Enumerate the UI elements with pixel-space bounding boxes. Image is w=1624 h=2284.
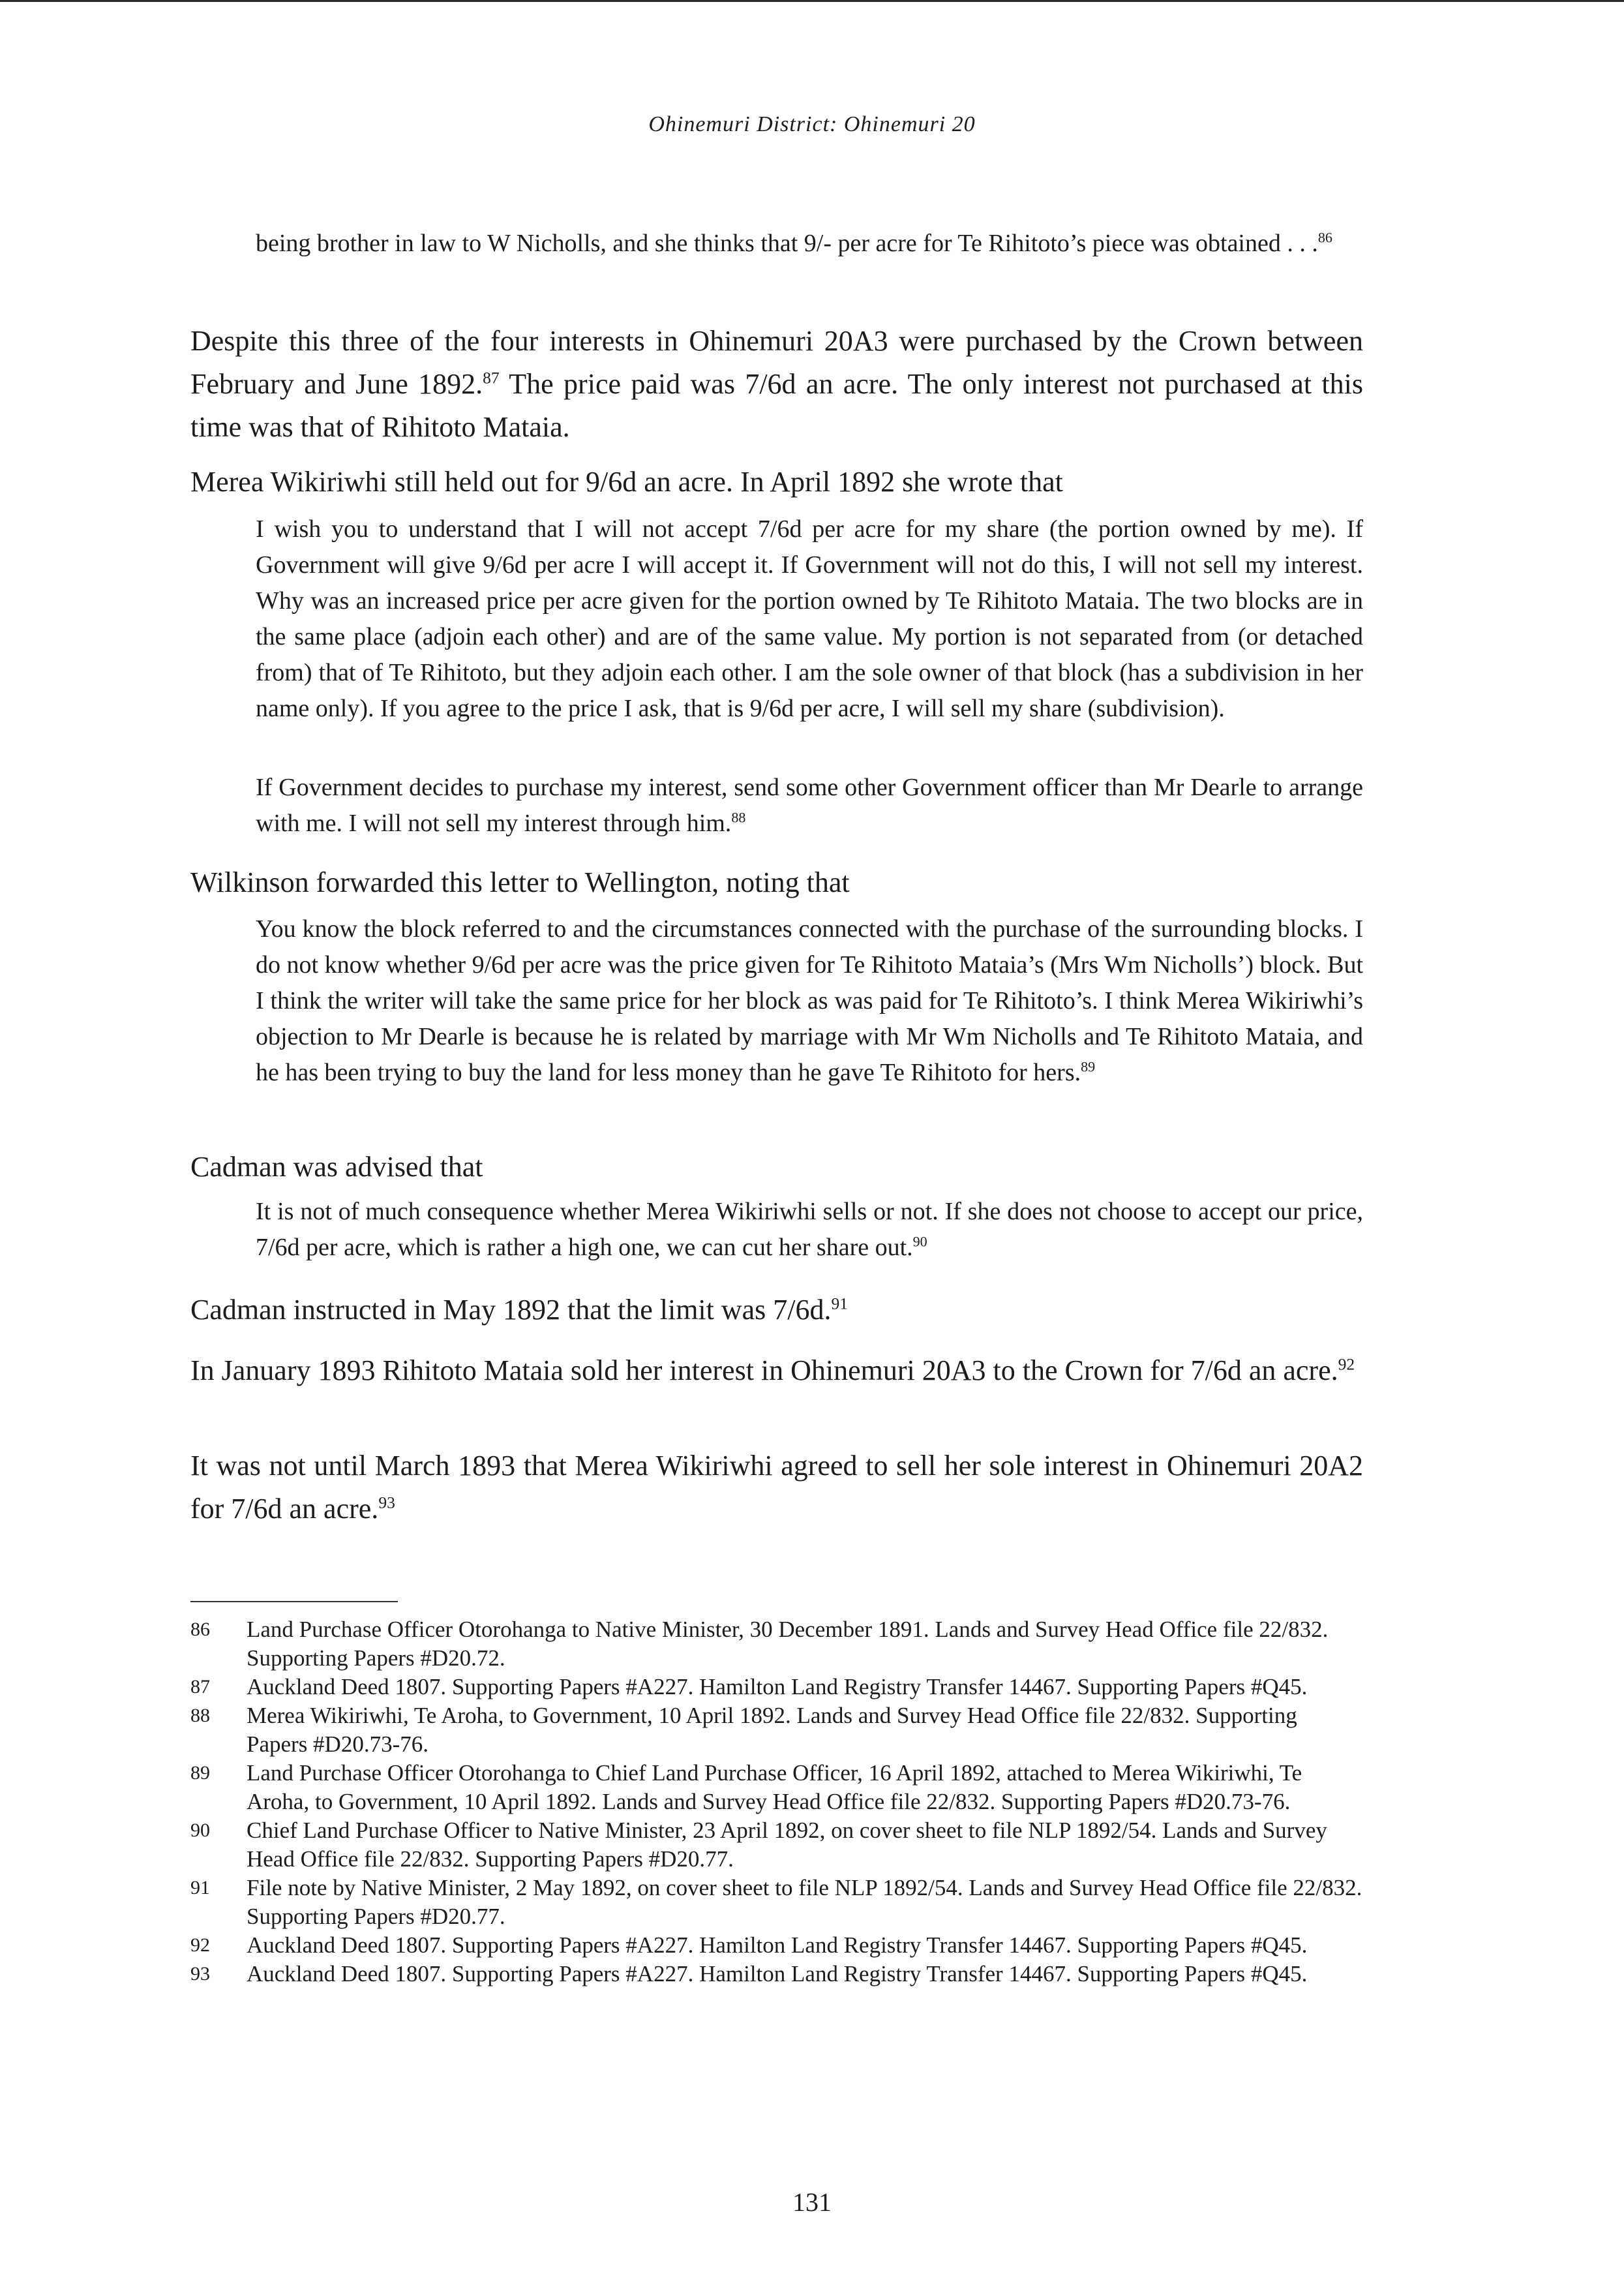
footnote-90 [190, 1816, 1363, 1874]
footnote-89 [190, 1759, 1363, 1816]
footnote-text: Auckland Deed 1807. Supporting Papers #A227. Hamilton Land Registry Transfer 14467. Supporting Papers #Q45. [247, 1674, 1308, 1699]
footnote-88 [190, 1701, 1363, 1759]
paragraph-merea-held-out: Merea Wikiriwhi still held out for 9/6d an acre. In April 1892 she wrote that [190, 466, 1063, 498]
footnote-93 [190, 1960, 1363, 1988]
footnote-number: 91 [190, 1877, 210, 1898]
footnote-text: Auckland Deed 1807. Supporting Papers #A227. Hamilton Land Registry Transfer 14467. Supporting Papers #Q45. [247, 1932, 1308, 1958]
footnote-number: 87 [190, 1676, 210, 1698]
page-number: 131 [792, 2187, 832, 2217]
paragraph-text: Despite this three of the four interests in Ohinemuri 20A3 were purchased by the Crown between February and June 1892. [190, 325, 1363, 400]
block-quote-continued [256, 226, 1363, 262]
footnote-number: 89 [190, 1762, 210, 1784]
footnote-number: 86 [190, 1619, 210, 1640]
quote-text: It is not of much consequence whether Merea Wikiriwhi sells or not. If she does not choose to accept our price, 7/6d per acre, which is rather a high one, we can cut her share out. [256, 1198, 1363, 1261]
footnote-87 [190, 1673, 1363, 1701]
block-quote-wilkinson [256, 911, 1363, 1091]
footnote-ref[interactable]: 93 [378, 1493, 395, 1512]
footnote-ref[interactable]: 90 [912, 1233, 927, 1250]
footnote-text: Auckland Deed 1807. Supporting Papers #A227. Hamilton Land Registry Transfer 14467. Supporting Papers #Q45. [247, 1961, 1308, 1987]
quote-text: You know the block referred to and the circumstances connected with the purchase of the surrounding blocks. I do not know whether 9/6d per acre was the price given for Te Rihitoto Mataia’s (Mrs Wm Nicholls’) block. But I think the writer will take the same price for her block as was paid for Te Rihitoto’s. I think Merea Wikiriwhi’s objection to Mr Dearle is because he is related by marriage with Mr Wm Nicholls and Te Rihitoto Mataia, and he has been trying to buy the land for less money than he gave Te Rihitoto for hers. [256, 915, 1363, 1086]
paragraph-cadman-instructed [190, 1288, 1363, 1332]
footnote-ref[interactable]: 91 [831, 1294, 849, 1313]
footnotes-list [190, 1615, 1363, 1988]
footnote-ref[interactable]: 86 [1317, 229, 1332, 246]
footnote-number: 92 [190, 1934, 210, 1956]
paragraph-text: In January 1893 Rihitoto Mataia sold her interest in Ohinemuri 20A3 to the Crown for 7/6d an acre. [190, 1354, 1338, 1386]
paragraph-text: It was not until March 1893 that Merea Wikiriwhi agreed to sell her sole interest in Ohinemuri 20A2 for 7/6d an acre. [190, 1450, 1363, 1525]
paragraph-wilkinson: Wilkinson forwarded this letter to Wellington, noting that [190, 866, 850, 898]
footnote-number: 90 [190, 1820, 210, 1841]
footnote-text: File note by Native Minister, 2 May 1892, on cover sheet to file NLP 1892/54. Lands and Survey Head Office file 22/832. Supporting Papers #D20.77. [247, 1875, 1362, 1929]
footnote-number: 93 [190, 1963, 210, 1985]
paragraph-merea-agreed [190, 1444, 1363, 1530]
footnote-separator [190, 1601, 398, 1602]
footnote-text: Chief Land Purchase Officer to Native Minister, 23 April 1892, on cover sheet to file NLP 1892/54. Lands and Survey Head Office file 22/832. Supporting Papers #D20.77. [247, 1818, 1327, 1872]
block-quote-cadman [256, 1194, 1363, 1266]
footnote-86 [190, 1615, 1363, 1673]
footnote-text: Land Purchase Officer Otorohanga to Chief Land Purchase Officer, 16 April 1892, attached to Merea Wikiriwhi, Te Aroha, to Government, 10 April 1892. Lands and Survey Head Office file 22/832. Supporting Papers #D20.73-76. [247, 1760, 1302, 1814]
footnote-ref[interactable]: 88 [731, 809, 746, 826]
footnote-92 [190, 1931, 1363, 1960]
footnote-ref[interactable]: 92 [1338, 1354, 1355, 1374]
footnote-ref[interactable]: 87 [483, 368, 500, 388]
footnote-number: 88 [190, 1705, 210, 1726]
paragraph-rihitoto-sold [190, 1349, 1363, 1392]
paragraph-text: The price paid was 7/6d an acre. The only interest not purchased at this time was that of Rihitoto Mataia. [190, 368, 1364, 443]
block-quote-merea-letter: I wish you to understand that I will not accept 7/6d per acre for my share (the portion owned by me). If Government will give 9/6d per acre I will accept it. If Government will not do this, I will not sell my interest. Why was an increased price per acre given for the portion owned by Te Rihitoto Mataia. The two blocks are in the same place (adjoin each other) and are of the same value. My portion is not separated from (or detached from) that of Te Rihitoto, but they adjoin each other. I am the sole owner of that block (has a subdivision in her name only). If you agree to the price I ask, that is 9/6d per acre, I will sell my share (subdivision). [256, 515, 1363, 722]
quote-text: being brother in law to W Nicholls, and she thinks that 9/- per acre for Te Rihitoto’s piece was obtained . . . [256, 230, 1318, 257]
footnote-91 [190, 1874, 1363, 1931]
quote-text: If Government decides to purchase my interest, send some other Government officer than Mr Dearle to arrange with me. I will not sell my interest through him. [256, 774, 1363, 837]
paragraph-cadman-advised: Cadman was advised that [190, 1151, 483, 1183]
footnote-text: Land Purchase Officer Otorohanga to Native Minister, 30 December 1891. Lands and Survey Head Office file 22/832. Supporting Papers #D20.72. [247, 1617, 1329, 1671]
paragraph-text: Cadman instructed in May 1892 that the limit was 7/6d. [190, 1294, 832, 1326]
running-header: Ohinemuri District: Ohinemuri 20 [648, 112, 976, 136]
block-quote-merea-letter-end [256, 770, 1363, 842]
footnote-ref[interactable]: 89 [1081, 1058, 1096, 1075]
paragraph-purchase-summary [190, 320, 1363, 449]
footnote-text: Merea Wikiriwhi, Te Aroha, to Government, 10 April 1892. Lands and Survey Head Office file 22/832. Supporting Papers #D20.73-76. [247, 1703, 1297, 1757]
